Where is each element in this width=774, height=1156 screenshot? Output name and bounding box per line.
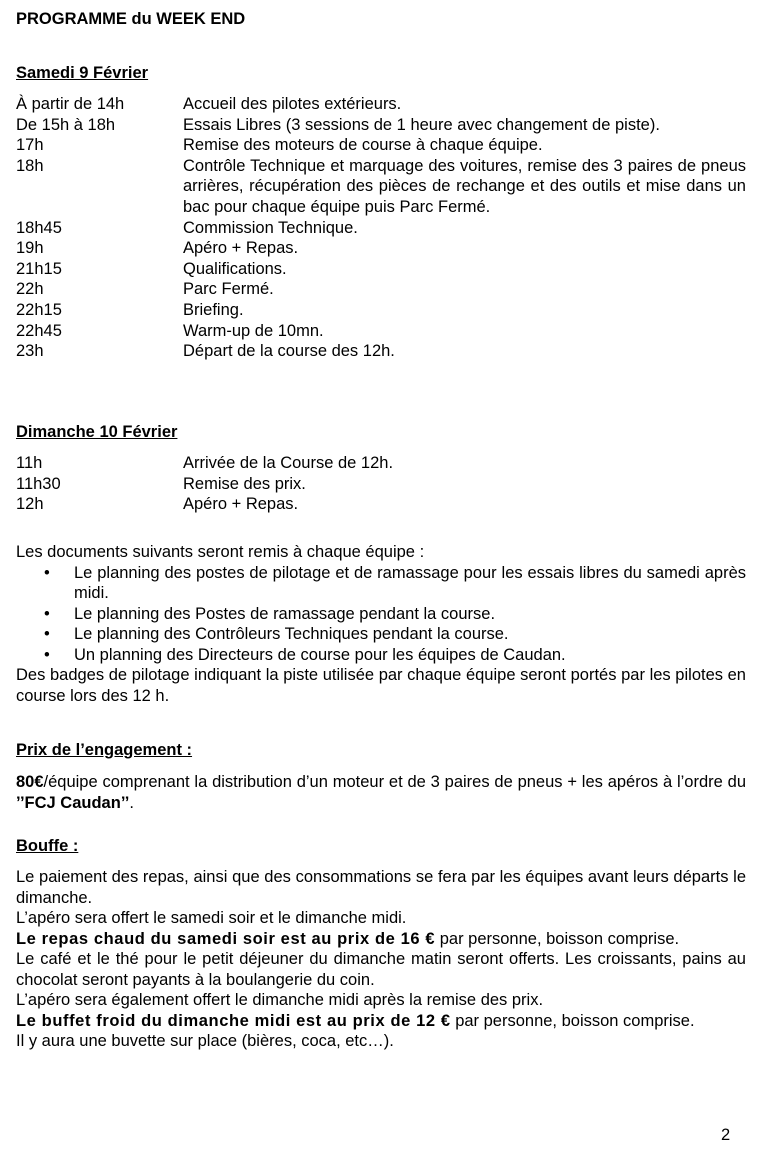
schedule-text: Warm-up de 10mn. bbox=[183, 321, 324, 340]
schedule-row bbox=[16, 321, 746, 342]
schedule-row bbox=[16, 474, 746, 495]
bouffe-paragraph: Il y aura une buvette sur place (bières, coca, etc…). bbox=[16, 1032, 394, 1050]
schedule-time: De 15h à 18h bbox=[16, 115, 116, 134]
bouffe-paragraph bbox=[16, 1011, 746, 1032]
schedule-row bbox=[16, 259, 746, 280]
bouffe-section bbox=[16, 867, 746, 1052]
schedule-row bbox=[16, 94, 746, 115]
schedule-row bbox=[16, 453, 746, 474]
schedule-text: Commission Technique. bbox=[183, 218, 358, 237]
badges-paragraph: Des badges de pilotage indiquant la piste utilisée par chaque équipe seront portés par les pilotes en course lors des 12 h. bbox=[16, 666, 746, 705]
schedule-text: Arrivée de la Course de 12h. bbox=[183, 454, 394, 472]
sunday-heading: Dimanche 10 Février bbox=[16, 423, 178, 441]
schedule-time: 18h45 bbox=[16, 218, 62, 237]
schedule-time: 22h15 bbox=[16, 300, 62, 319]
bullet-icon: • bbox=[44, 625, 50, 643]
page-number: 2 bbox=[721, 1126, 731, 1144]
bullet-icon: • bbox=[44, 645, 50, 664]
bouffe-heading: Bouffe : bbox=[16, 837, 79, 855]
bouffe-bold: Le buffet froid du dimanche midi est au prix de 12 € bbox=[16, 1011, 451, 1030]
bouffe-text: par personne, boisson comprise. bbox=[450, 1011, 695, 1030]
bouffe-paragraph bbox=[16, 929, 746, 950]
schedule-row bbox=[16, 300, 746, 321]
bullet-icon: • bbox=[44, 563, 50, 582]
list-item-text: Le planning des Postes de ramassage pendant la course. bbox=[74, 604, 496, 623]
schedule-text: Apéro + Repas. bbox=[183, 239, 299, 258]
schedule-time: 12h bbox=[16, 495, 44, 514]
documents-section bbox=[16, 542, 746, 706]
schedule-row bbox=[16, 341, 746, 362]
schedule-text: Briefing. bbox=[183, 300, 244, 319]
list-item-text: Un planning des Directeurs de course pour les équipes de Caudan. bbox=[74, 645, 566, 664]
prix-text: /équipe comprenant la distribution d’un moteur et de 3 paires de pneus + les apéros à l’ordre du bbox=[43, 773, 746, 791]
prix-heading: Prix de l’engagement : bbox=[16, 741, 193, 759]
schedule-time: 17h bbox=[16, 136, 44, 155]
schedule-time: 21h15 bbox=[16, 259, 62, 278]
saturday-schedule bbox=[16, 94, 746, 362]
schedule-row bbox=[16, 135, 746, 156]
schedule-time: 23h bbox=[16, 342, 44, 361]
schedule-row bbox=[16, 115, 746, 136]
prix-paragraph bbox=[16, 772, 746, 813]
schedule-time: 22h bbox=[16, 280, 44, 299]
page-title: PROGRAMME du WEEK END bbox=[16, 10, 246, 28]
saturday-heading: Samedi 9 Février bbox=[16, 64, 149, 82]
club-name: ’’FCJ Caudan’’ bbox=[16, 793, 130, 812]
schedule-time: 19h bbox=[16, 239, 44, 258]
list-item bbox=[16, 604, 746, 625]
bouffe-paragraph: L’apéro sera offert le samedi soir et le dimanche midi. bbox=[16, 909, 407, 927]
documents-list bbox=[16, 563, 746, 666]
sunday-schedule bbox=[16, 453, 746, 515]
schedule-text: Contrôle Technique et marquage des voitures, remise des 3 paires de pneus arrières, récupération des pièces de rechange et des outils et mise dans un bac pour chaque équipe puis Parc Fermé. bbox=[183, 156, 746, 216]
prix-amount: 80€ bbox=[16, 773, 44, 791]
schedule-row bbox=[16, 494, 746, 515]
schedule-text: Remise des moteurs de course à chaque équipe. bbox=[183, 136, 543, 155]
bouffe-paragraph: Le paiement des repas, ainsi que des consommations se fera par les équipes avant leurs départs le dimanche. bbox=[16, 868, 746, 907]
prix-text-end: . bbox=[129, 793, 134, 812]
list-item-text: Le planning des postes de pilotage et de ramassage pour les essais libres du samedi après midi. bbox=[74, 563, 746, 602]
schedule-row bbox=[16, 218, 746, 239]
schedule-time: 11h bbox=[16, 454, 43, 472]
schedule-time: 11h30 bbox=[16, 474, 61, 493]
schedule-time: 18h bbox=[16, 156, 44, 175]
list-item bbox=[16, 563, 746, 604]
schedule-text: Accueil des pilotes extérieurs. bbox=[183, 95, 402, 113]
schedule-text: Essais Libres (3 sessions de 1 heure avec changement de piste). bbox=[183, 115, 660, 134]
schedule-row bbox=[16, 156, 746, 218]
list-item bbox=[16, 624, 746, 645]
schedule-text: Apéro + Repas. bbox=[183, 495, 299, 514]
schedule-text: Départ de la course des 12h. bbox=[183, 342, 395, 361]
list-item-text: Le planning des Contrôleurs Techniques pendant la course. bbox=[74, 625, 509, 643]
bouffe-paragraph: L’apéro sera également offert le dimanche midi après la remise des prix. bbox=[16, 991, 544, 1009]
schedule-text: Parc Fermé. bbox=[183, 280, 274, 299]
list-item bbox=[16, 645, 746, 666]
bullet-icon: • bbox=[44, 604, 50, 623]
schedule-text: Qualifications. bbox=[183, 259, 287, 278]
schedule-time: À partir de 14h bbox=[16, 95, 125, 113]
documents-intro: Les documents suivants seront remis à chaque équipe : bbox=[16, 543, 425, 561]
bouffe-paragraph: Le café et le thé pour le petit déjeuner du dimanche matin seront offerts. Les croissants, pains au chocolat seront payants à la boulangerie du coin. bbox=[16, 950, 746, 989]
bouffe-bold: Le repas chaud du samedi soir est au prix de 16 € bbox=[16, 929, 436, 948]
bouffe-text: par personne, boisson comprise. bbox=[435, 929, 680, 948]
schedule-time: 22h45 bbox=[16, 321, 62, 340]
schedule-row bbox=[16, 238, 746, 259]
schedule-row bbox=[16, 279, 746, 300]
schedule-text: Remise des prix. bbox=[183, 474, 306, 493]
